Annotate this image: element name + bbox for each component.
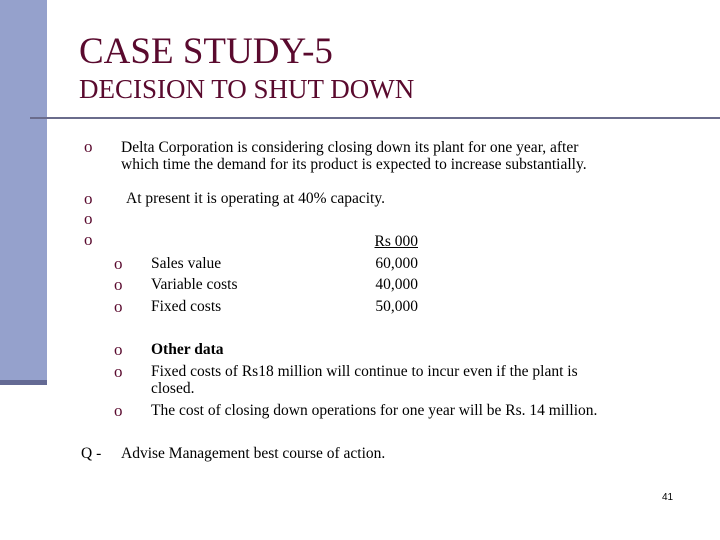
row-value: 60,000 [375, 255, 418, 272]
row-label: Variable costs [151, 276, 238, 293]
table-header: Rs 000 [374, 233, 418, 250]
bullet-icon: o [84, 209, 93, 228]
bullet-icon: o [84, 137, 93, 156]
bullet-icon: o [114, 297, 123, 316]
row-label: Fixed costs [151, 298, 222, 315]
slide-subtitle: DECISION TO SHUT DOWN [79, 74, 415, 104]
other-item-2: The cost of closing down operations for one year will be Rs. 14 million. [151, 402, 598, 419]
bullet-icon: o [84, 189, 93, 208]
bullet-icon: o [114, 254, 123, 273]
bullet-icon: o [114, 340, 123, 359]
question-text: Advise Management best course of action. [121, 445, 386, 462]
sidebar-accent-bottom [0, 380, 47, 385]
bullet-icon: o [84, 230, 93, 249]
row-value: 40,000 [375, 276, 418, 293]
other-data-heading: Other data [151, 341, 224, 358]
bullet-icon: o [114, 401, 123, 420]
slide-title: CASE STUDY-5 [79, 31, 333, 72]
page-number: 41 [662, 492, 674, 503]
other-item-1-line-1: Fixed costs of Rs18 million will continue to incur even if the plant is [151, 363, 578, 380]
question-prefix: Q - [81, 445, 102, 462]
title-divider [30, 117, 720, 119]
point-1-line-1: Delta Corporation is considering closing down its plant for one year, after [121, 139, 579, 156]
row-label: Sales value [151, 255, 222, 272]
point-2: At present it is operating at 40% capacity. [126, 190, 385, 207]
other-item-1-line-2: closed. [151, 380, 195, 397]
bullet-icon: o [114, 275, 123, 294]
row-value: 50,000 [375, 298, 418, 315]
bullet-icon: o [114, 362, 123, 381]
point-1-line-2: which time the demand for its product is expected to increase substantially. [121, 156, 587, 173]
sidebar-accent [0, 0, 47, 380]
